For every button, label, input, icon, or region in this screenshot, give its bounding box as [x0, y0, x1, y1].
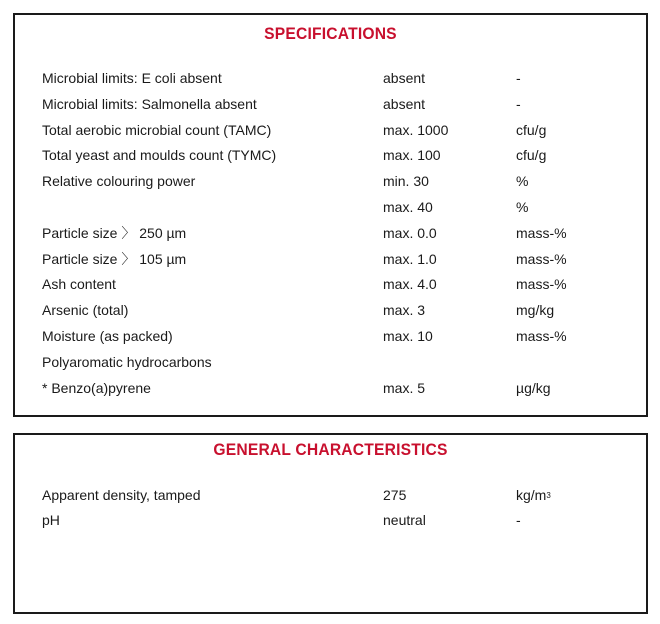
spec-value: max. 4.0: [383, 276, 437, 293]
spec-unit: µg/kg: [516, 379, 551, 396]
spec-value: max. 3: [383, 302, 426, 319]
spec-unit: %: [516, 198, 529, 215]
spec-unit: mg/kg: [516, 302, 555, 319]
specifications-panel: [13, 13, 648, 417]
spec-parameter: Particle size 〉 105 µm: [42, 250, 187, 267]
spec-parameter: Total yeast and moulds count (TYMC): [42, 147, 277, 164]
spec-value: absent: [383, 95, 426, 112]
spec-value: max. 1.0: [383, 250, 437, 267]
spec-value: max. 1000: [383, 121, 449, 138]
general-characteristics-table: [42, 485, 646, 535]
spec-row: [42, 171, 646, 197]
spec-parameter: Particle size 〉 250 µm: [42, 224, 187, 241]
spec-row: [42, 197, 646, 223]
spec-value: min. 30: [383, 173, 429, 190]
spec-row: [42, 145, 646, 171]
spec-value: max. 0.0: [383, 224, 437, 241]
spec-row: [42, 352, 646, 378]
characteristic-value: 275: [383, 487, 407, 503]
spec-unit: mass-%: [516, 327, 567, 344]
characteristic-parameter: pH: [42, 512, 60, 528]
spec-unit: -: [516, 70, 521, 86]
spec-unit: mass-%: [516, 250, 567, 267]
spec-row: [42, 223, 646, 249]
spec-unit: mass-%: [516, 276, 567, 293]
spec-row: [42, 378, 646, 404]
spec-unit: %: [516, 173, 529, 190]
characteristic-row: [42, 485, 646, 510]
spec-value: max. 100: [383, 147, 441, 164]
spec-row: [42, 300, 646, 326]
spec-unit: cfu/g: [516, 147, 547, 164]
characteristic-unit-base: kg/m: [516, 487, 547, 503]
spec-row: [42, 68, 646, 94]
spec-parameter: Relative colouring power: [42, 173, 196, 190]
characteristic-unit-superscript: 3: [546, 491, 551, 500]
spec-row: [42, 326, 646, 352]
spec-row: [42, 249, 646, 275]
specifications-title: SPECIFICATIONS: [264, 24, 397, 43]
characteristic-value: neutral: [383, 512, 426, 528]
spec-row: [42, 120, 646, 146]
characteristic-unit: [516, 485, 551, 506]
spec-parameter: Moisture (as packed): [42, 327, 173, 344]
spec-unit: mass-%: [516, 224, 567, 241]
spec-parameter: * Benzo(a)pyrene: [42, 379, 151, 396]
spec-parameter: Microbial limits: E coli absent: [42, 70, 222, 86]
general-characteristics-panel: [13, 433, 648, 614]
spec-parameter: Arsenic (total): [42, 302, 129, 319]
spec-parameter: Polyaromatic hydrocarbons: [42, 353, 212, 370]
spec-value: max. 5: [383, 379, 426, 396]
spec-value: max. 10: [383, 327, 433, 344]
spec-row: [42, 274, 646, 300]
spec-value: absent: [383, 70, 426, 86]
spec-row: [42, 94, 646, 120]
characteristic-parameter: Apparent density, tamped: [42, 487, 201, 503]
characteristic-row: [42, 510, 646, 535]
specifications-table: [42, 68, 646, 403]
spec-parameter: Ash content: [42, 276, 116, 293]
characteristic-unit: -: [516, 512, 521, 528]
spec-value: max. 40: [383, 198, 433, 215]
spec-unit: -: [516, 95, 521, 112]
spec-parameter: Total aerobic microbial count (TAMC): [42, 121, 272, 138]
spec-unit: cfu/g: [516, 121, 547, 138]
spec-parameter: Microbial limits: Salmonella absent: [42, 95, 257, 112]
general-characteristics-title: GENERAL CHARACTERISTICS: [213, 440, 448, 459]
